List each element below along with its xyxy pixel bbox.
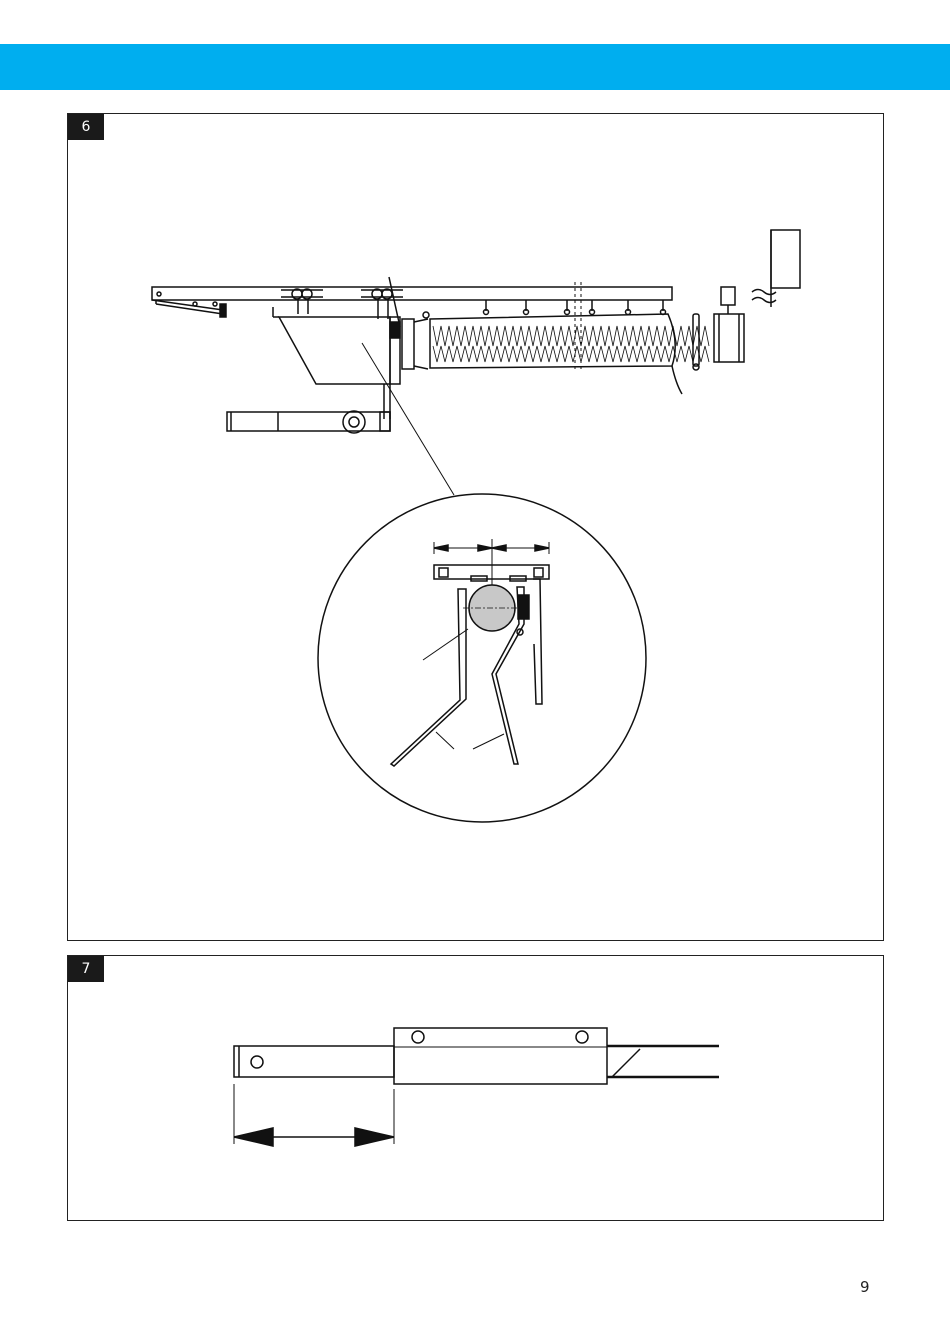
- lower-arm: [227, 411, 390, 433]
- control-box: [752, 230, 800, 307]
- detail-view: [318, 494, 646, 822]
- header-accent-bar: [0, 44, 950, 90]
- roller-coupling-left: [281, 289, 323, 314]
- figure-7-panel: [67, 955, 884, 1221]
- dimension-arrow: [234, 1084, 394, 1146]
- rail: [152, 287, 672, 300]
- page-number: 9: [860, 1278, 870, 1296]
- figure-6-panel: [67, 113, 884, 941]
- figure-7-number: 7: [68, 956, 104, 982]
- fan-unit: [714, 287, 744, 362]
- extension-rail: [234, 1028, 719, 1084]
- figure-7-illustration: [68, 956, 885, 1222]
- figure-6-number: 6: [68, 114, 104, 140]
- figure-6-illustration: [68, 114, 885, 942]
- flexible-hose: [402, 312, 709, 394]
- nozzle: [273, 277, 400, 419]
